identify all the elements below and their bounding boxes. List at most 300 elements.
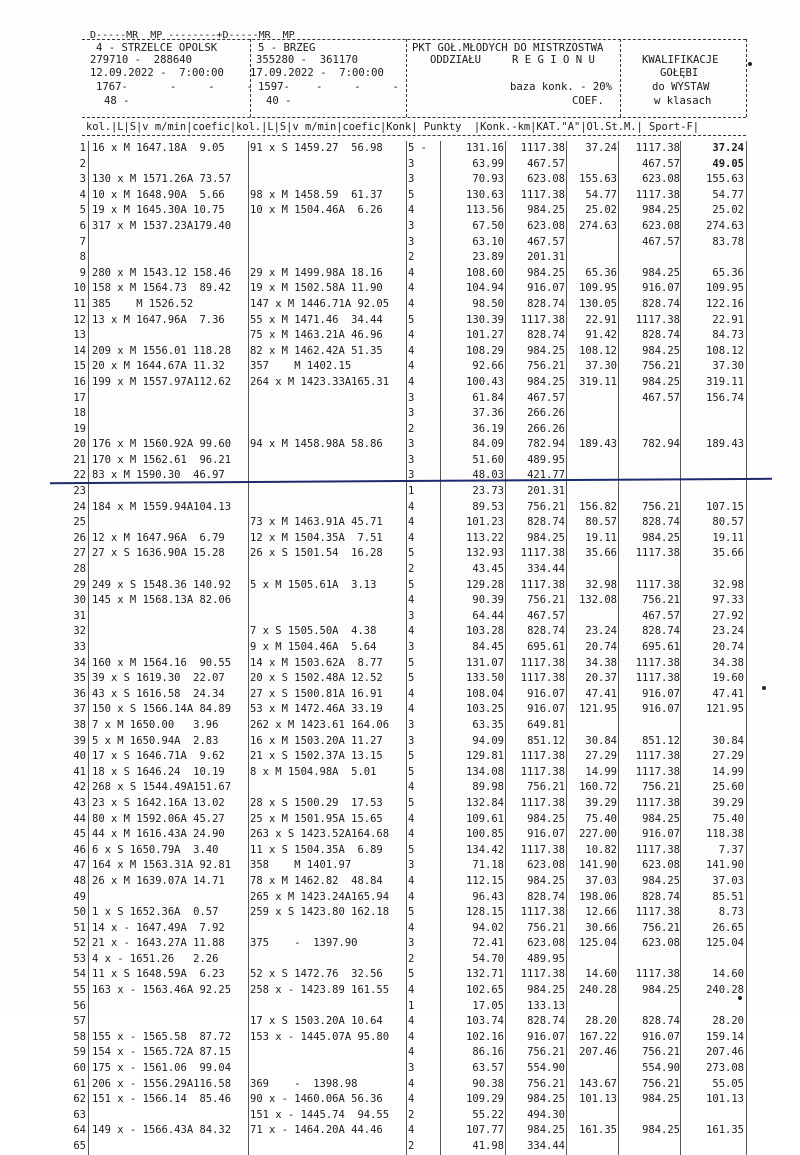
column-divider (680, 827, 681, 843)
column-divider (406, 858, 407, 874)
cell-sport-f: 23.24 (712, 625, 744, 638)
column-divider (406, 734, 407, 750)
cell-loft2-result: 55 x M 1471.46 34.44 (250, 313, 383, 326)
cell-ol-st-m: 467.57 (642, 609, 680, 622)
cell-loft1-result: 317 x M 1537.23A179.40 (92, 219, 232, 232)
cell-sport-f: 35.66 (712, 547, 744, 560)
column-divider (406, 203, 407, 219)
cell-punkty: 104.94 (466, 282, 504, 295)
cell-row-number: 64 (73, 1124, 86, 1137)
column-divider (680, 484, 681, 500)
column-divider (566, 453, 567, 469)
cell-konk: 2 (408, 251, 415, 264)
column-divider (746, 983, 747, 999)
cell-loft1-result: 26 x M 1639.07A 14.71 (92, 874, 225, 887)
cell-row-number: 19 (73, 422, 86, 435)
cell-row-number: 50 (73, 906, 86, 919)
column-divider (680, 702, 681, 718)
table-row (62, 765, 752, 781)
cell-konk-km: 828.74 (527, 625, 565, 638)
cell-kat-a: 156.82 (579, 500, 617, 513)
cell-kat-a: 198.06 (579, 890, 617, 903)
column-divider (88, 1123, 89, 1139)
column-divider (680, 812, 681, 828)
column-divider (746, 905, 747, 921)
table-row (62, 235, 752, 251)
cell-punkty: 48.03 (472, 469, 504, 482)
cell-punkty: 132.93 (466, 547, 504, 560)
cell-loft1-result: 184 x M 1559.94A104.13 (92, 500, 232, 513)
column-divider (88, 250, 89, 266)
column-divider (88, 375, 89, 391)
cell-sport-f: 7.37 (718, 843, 744, 856)
column-divider (746, 749, 747, 765)
column-divider (746, 531, 747, 547)
cell-loft1-result: 4 x - 1651.26 2.26 (92, 952, 219, 965)
cell-konk: 4 (408, 204, 415, 217)
cell-sport-f: 122.16 (706, 297, 744, 310)
cell-kat-a: 101.13 (579, 1093, 617, 1106)
cell-row-number: 37 (73, 703, 86, 716)
cell-sport-f: 108.12 (706, 344, 744, 357)
column-divider (566, 391, 567, 407)
column-divider (680, 671, 681, 687)
cell-konk-km: 1117.38 (520, 843, 565, 856)
cell-sport-f: 37.24 (712, 142, 744, 154)
cell-loft2-result: 264 x M 1423.33A165.31 (250, 375, 390, 388)
cell-row-number: 61 (73, 1077, 86, 1090)
loft2-dashes: - - - (316, 81, 399, 93)
cell-kat-a: 14.99 (585, 765, 617, 778)
header-bottom-rule (82, 135, 746, 136)
column-divider (406, 281, 407, 297)
cell-sport-f: 97.33 (712, 594, 744, 607)
column-divider (406, 967, 407, 983)
cell-punkty: 51.60 (472, 453, 504, 466)
cell-konk-km: 756.21 (527, 1077, 565, 1090)
column-divider (406, 827, 407, 843)
cell-row-number: 35 (73, 672, 86, 685)
cell-konk: 3 (408, 937, 415, 950)
cell-loft2-result: 5 x M 1505.61A 3.13 (250, 578, 377, 591)
cell-row-number: 40 (73, 750, 86, 763)
cell-sport-f: 49.05 (712, 157, 744, 170)
center-baza: baza konk. - 20% (510, 81, 613, 93)
column-divider (248, 640, 249, 656)
cell-konk-km: 1117.38 (520, 142, 565, 154)
cell-ol-st-m: 1117.38 (635, 547, 680, 560)
cell-loft1-result: 175 x - 1561.06 99.04 (92, 1062, 232, 1075)
cell-punkty: 132.84 (466, 796, 504, 809)
cell-punkty: 98.50 (472, 297, 504, 310)
column-divider (406, 999, 407, 1015)
column-divider (618, 250, 619, 266)
cell-ol-st-m: 623.08 (642, 859, 680, 872)
column-divider (406, 905, 407, 921)
column-divider (88, 344, 89, 360)
header-sep-4 (746, 39, 747, 117)
cell-row-number: 22 (73, 469, 86, 482)
cell-kat-a: 130.05 (579, 297, 617, 310)
cell-kat-a: 143.67 (579, 1077, 617, 1090)
cell-kat-a: 23.24 (585, 625, 617, 638)
cell-loft2-result: 147 x M 1446.71A 92.05 (250, 297, 390, 310)
cell-row-number: 11 (73, 297, 86, 310)
cell-loft2-result: 10 x M 1504.46A 6.26 (250, 204, 383, 217)
column-divider (406, 1030, 407, 1046)
column-divider (406, 546, 407, 562)
table-row (62, 484, 752, 500)
cell-kat-a: 109.95 (579, 282, 617, 295)
cell-ol-st-m: 782.94 (642, 438, 680, 451)
column-divider (88, 1014, 89, 1030)
column-divider (566, 718, 567, 734)
column-divider (746, 375, 747, 391)
cell-row-number: 26 (73, 531, 86, 544)
cell-konk: 5 - (408, 142, 427, 154)
cell-sport-f: 26.65 (712, 921, 744, 934)
cell-konk: 5 (408, 313, 415, 326)
cell-punkty: 84.09 (472, 438, 504, 451)
cell-sport-f: 109.95 (706, 282, 744, 295)
table-row (62, 328, 752, 344)
cell-konk: 2 (408, 1108, 415, 1121)
column-divider (680, 219, 681, 235)
column-divider (88, 843, 89, 859)
loft2-coords: 355280 - 361170 (256, 54, 359, 66)
cell-kat-a: 319.11 (579, 375, 617, 388)
column-divider (680, 562, 681, 578)
table-row (62, 531, 752, 547)
column-divider (88, 281, 89, 297)
column-divider (618, 468, 619, 484)
column-divider (406, 515, 407, 531)
column-divider (88, 749, 89, 765)
cell-ol-st-m: 851.12 (642, 734, 680, 747)
cell-row-number: 54 (73, 968, 86, 981)
cell-konk-km: 266.26 (527, 407, 565, 420)
column-divider (680, 235, 681, 251)
column-divider (746, 890, 747, 906)
cell-loft1-result: 80 x M 1592.06A 45.27 (92, 812, 225, 825)
cell-kat-a: 274.63 (579, 219, 617, 232)
cell-punkty: 89.98 (472, 781, 504, 794)
column-divider (406, 188, 407, 204)
cell-konk: 2 (408, 952, 415, 965)
column-divider (680, 593, 681, 609)
column-divider (88, 609, 89, 625)
cell-kat-a: 108.12 (579, 344, 617, 357)
column-divider (88, 1108, 89, 1124)
column-divider (88, 983, 89, 999)
column-divider (406, 1092, 407, 1108)
loft1-name: 4 - STRZELCE OPOLSK (96, 42, 218, 54)
column-divider (746, 266, 747, 282)
table-row (62, 297, 752, 313)
column-divider (406, 344, 407, 360)
cell-konk-km: 984.25 (527, 266, 565, 279)
column-divider (406, 1061, 407, 1077)
cell-kat-a: 91.42 (585, 329, 617, 342)
column-divider (680, 890, 681, 906)
cell-row-number: 31 (73, 609, 86, 622)
cell-konk: 4 (408, 1030, 415, 1043)
cell-sport-f: 319.11 (706, 375, 744, 388)
column-divider (680, 765, 681, 781)
column-divider (680, 359, 681, 375)
cell-punkty: 129.28 (466, 578, 504, 591)
cell-ol-st-m: 828.74 (642, 516, 680, 529)
cell-loft2-result: 91 x S 1459.27 56.98 (250, 142, 383, 154)
cell-kat-a: 20.37 (585, 672, 617, 685)
cell-row-number: 1 (79, 142, 86, 154)
column-divider (406, 983, 407, 999)
cell-loft1-result: 154 x - 1565.72A 87.15 (92, 1046, 232, 1059)
cell-loft2-result: 27 x S 1500.81A 16.91 (250, 687, 383, 700)
cell-sport-f: 118.38 (706, 828, 744, 841)
cell-konk: 2 (408, 422, 415, 435)
cell-konk-km: 1117.38 (520, 968, 565, 981)
loft2-name: 5 - BRZEG (258, 42, 316, 54)
column-divider (746, 453, 747, 469)
column-divider (566, 1139, 567, 1155)
column-divider (680, 375, 681, 391)
column-divider (88, 936, 89, 952)
cell-punkty: 128.15 (466, 906, 504, 919)
cell-konk-km: 828.74 (527, 1015, 565, 1028)
cell-row-number: 15 (73, 360, 86, 373)
cell-konk-km: 649.81 (527, 718, 565, 731)
cell-punkty: 41.98 (472, 1140, 504, 1152)
column-divider (746, 734, 747, 750)
column-divider (746, 1077, 747, 1093)
cell-loft1-result: 130 x M 1571.26A 73.57 (92, 173, 232, 186)
column-divider (618, 718, 619, 734)
cell-konk-km: 916.07 (527, 282, 565, 295)
column-divider (406, 780, 407, 796)
cell-konk: 4 (408, 500, 415, 513)
cell-kat-a: 167.22 (579, 1030, 617, 1043)
column-divider (88, 172, 89, 188)
cell-row-number: 36 (73, 687, 86, 700)
column-divider (88, 796, 89, 812)
cell-konk: 3 (408, 219, 415, 232)
cell-loft2-result: 357 M 1402.15 (250, 360, 352, 373)
table-row (62, 1061, 752, 1077)
cell-sport-f: 14.60 (712, 968, 744, 981)
column-divider (406, 1014, 407, 1030)
column-divider (680, 344, 681, 360)
column-divider (88, 1139, 89, 1155)
cell-ol-st-m: 1117.38 (635, 843, 680, 856)
cell-ol-st-m: 1117.38 (635, 796, 680, 809)
cell-punkty: 131.07 (466, 656, 504, 669)
column-divider (746, 468, 747, 484)
cell-punkty: 96.43 (472, 890, 504, 903)
column-divider (746, 1030, 747, 1046)
column-divider (680, 1139, 681, 1155)
column-divider (680, 531, 681, 547)
cell-punkty: 17.05 (472, 999, 504, 1012)
cell-row-number: 43 (73, 796, 86, 809)
cell-konk: 4 (408, 921, 415, 934)
cell-konk-km: 1117.38 (520, 672, 565, 685)
cell-row-number: 59 (73, 1046, 86, 1059)
cell-row-number: 24 (73, 500, 86, 513)
column-divider (88, 1061, 89, 1077)
column-divider (88, 359, 89, 375)
column-divider (680, 437, 681, 453)
column-divider (680, 453, 681, 469)
cell-konk: 4 (408, 344, 415, 357)
cell-kat-a: 35.66 (585, 547, 617, 560)
column-divider (566, 562, 567, 578)
column-divider (88, 734, 89, 750)
column-divider (746, 671, 747, 687)
cell-konk-km: 467.57 (527, 235, 565, 248)
cell-konk-km: 334.44 (527, 563, 565, 576)
cell-loft1-result: 163 x - 1563.46A 92.25 (92, 984, 232, 997)
cell-kat-a: 75.40 (585, 812, 617, 825)
column-divider (618, 999, 619, 1015)
column-divider (746, 500, 747, 516)
cell-row-number: 32 (73, 625, 86, 638)
cell-loft1-result: 160 x M 1564.16 90.55 (92, 656, 232, 669)
table-row (62, 1123, 752, 1139)
column-divider (746, 1045, 747, 1061)
cell-ol-st-m: 467.57 (642, 235, 680, 248)
column-divider (406, 437, 407, 453)
cell-konk: 5 (408, 968, 415, 981)
cell-konk-km: 984.25 (527, 344, 565, 357)
cell-ol-st-m: 695.61 (642, 641, 680, 653)
cell-row-number: 9 (79, 266, 86, 279)
cell-punkty: 134.42 (466, 843, 504, 856)
cell-kat-a: 25.02 (585, 204, 617, 217)
table-row (62, 422, 752, 438)
cell-punkty: 86.16 (472, 1046, 504, 1059)
column-divider (88, 656, 89, 672)
cell-konk-km: 623.08 (527, 937, 565, 950)
column-divider (680, 422, 681, 438)
column-divider (406, 609, 407, 625)
table-row (62, 905, 752, 921)
cell-ol-st-m: 1117.38 (635, 906, 680, 919)
column-divider (746, 718, 747, 734)
cell-kat-a: 207.46 (579, 1046, 617, 1059)
column-divider (406, 765, 407, 781)
cell-kat-a: 189.43 (579, 438, 617, 451)
column-divider (88, 188, 89, 204)
column-divider (618, 562, 619, 578)
cell-row-number: 52 (73, 937, 86, 950)
column-divider (746, 437, 747, 453)
cell-row-number: 12 (73, 313, 86, 326)
column-divider (406, 1077, 407, 1093)
cell-ol-st-m: 828.74 (642, 1015, 680, 1028)
column-divider (680, 203, 681, 219)
cell-konk-km: 201.31 (527, 485, 565, 498)
column-divider (88, 593, 89, 609)
column-divider (88, 578, 89, 594)
cell-konk: 5 (408, 796, 415, 809)
cell-punkty: 54.70 (472, 952, 504, 965)
cell-row-number: 38 (73, 718, 86, 731)
cell-loft1-result: 385 M 1526.52 (92, 297, 194, 310)
table-row (62, 640, 752, 656)
cell-punkty: 94.09 (472, 734, 504, 747)
column-divider (406, 406, 407, 422)
cell-ol-st-m: 1117.38 (635, 578, 680, 591)
cell-punkty: 90.38 (472, 1077, 504, 1090)
cell-kat-a: 80.57 (585, 516, 617, 529)
cell-loft1-result: 44 x M 1616.43A 24.90 (92, 828, 225, 841)
cell-loft2-result: 25 x M 1501.95A 15.65 (250, 812, 383, 825)
cell-loft1-result: 83 x M 1590.30 46.97 (92, 469, 225, 482)
column-divider (88, 640, 89, 656)
cell-punkty: 113.56 (466, 204, 504, 217)
column-divider (680, 468, 681, 484)
column-divider (88, 546, 89, 562)
cell-sport-f: 75.40 (712, 812, 744, 825)
cell-row-number: 49 (73, 890, 86, 903)
column-divider (680, 188, 681, 204)
table-row (62, 812, 752, 828)
table-row (62, 734, 752, 750)
cell-konk: 3 (408, 407, 415, 420)
column-divider (746, 827, 747, 843)
column-divider (746, 874, 747, 890)
loft1-count: 1767- (96, 81, 128, 93)
cell-loft2-result: 98 x M 1458.59 61.37 (250, 188, 383, 201)
table-row (62, 843, 752, 859)
cell-sport-f: 273.08 (706, 1062, 744, 1075)
column-divider (746, 796, 747, 812)
cell-konk: 3 (408, 609, 415, 622)
table-row (62, 967, 752, 983)
cell-ol-st-m: 467.57 (642, 157, 680, 170)
column-divider (88, 827, 89, 843)
column-divider (88, 858, 89, 874)
column-divider (566, 157, 567, 173)
cell-loft2-result: 20 x S 1502.48A 12.52 (250, 672, 383, 685)
column-divider (680, 578, 681, 594)
cell-kat-a: 20.74 (585, 641, 617, 653)
cell-row-number: 5 (79, 204, 86, 217)
column-divider (746, 578, 747, 594)
cell-konk-km: 756.21 (527, 781, 565, 794)
right-kwalifikacje: KWALIFIKACJE (642, 54, 719, 66)
cell-loft1-result: 19 x M 1645.30A 10.75 (92, 204, 225, 217)
column-divider (406, 936, 407, 952)
cell-kat-a: 30.66 (585, 921, 617, 934)
cell-row-number: 47 (73, 859, 86, 872)
cell-row-number: 41 (73, 765, 86, 778)
column-divider (746, 1108, 747, 1124)
cell-konk: 4 (408, 812, 415, 825)
column-divider (680, 281, 681, 297)
column-divider (746, 936, 747, 952)
column-divider (746, 313, 747, 329)
column-divider (618, 1139, 619, 1155)
cell-row-number: 44 (73, 812, 86, 825)
cell-loft2-result: 9 x M 1504.46A 5.64 (250, 641, 377, 653)
column-divider (88, 999, 89, 1015)
column-divider (680, 874, 681, 890)
cell-loft2-result: 14 x M 1503.62A 8.77 (250, 656, 383, 669)
cell-row-number: 20 (73, 438, 86, 451)
table-row (62, 1014, 752, 1030)
